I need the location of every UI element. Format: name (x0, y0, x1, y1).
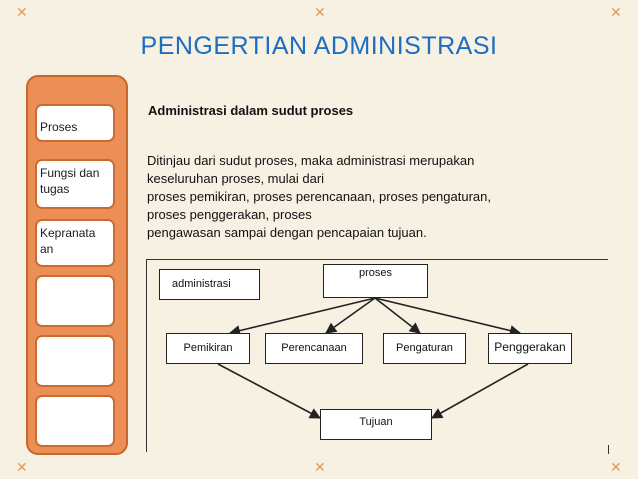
administrasi-label: administrasi (172, 278, 231, 290)
arrow-penggerakan-tujuan (432, 364, 528, 418)
x-mark-icon: ✕ (610, 460, 622, 476)
sidebar-item-label: Kepranata an (40, 226, 96, 256)
paragraph-line: Ditinjau dari sudut proses, maka administrasi merupakan (147, 153, 475, 168)
x-mark-icon: ✕ (16, 460, 28, 476)
administrasi-box (159, 269, 260, 300)
perencanaan-label: Perencanaan (281, 342, 347, 354)
sidebar-item-label: Proses (40, 120, 78, 134)
section-heading: Administrasi dalam sudut proses (148, 103, 354, 118)
paragraph-line: proses penggerakan, proses (147, 207, 312, 222)
pengaturan-label: Pengaturan (396, 342, 453, 354)
pemikiran-label: Pemikiran (183, 342, 233, 354)
penggerakan-box (488, 333, 572, 364)
paragraph-line: proses pemikiran, proses perencanaan, proses pengaturan, (147, 189, 491, 204)
tujuan-label: Tujuan (359, 416, 393, 428)
x-mark-icon: ✕ (314, 5, 326, 21)
proses-label: proses (358, 267, 393, 279)
arrow-proses-pemikiran (230, 298, 375, 333)
paragraph-line: keseluruhan proses, mulai dari (147, 171, 325, 186)
tujuan-box (320, 409, 432, 440)
proses-box (323, 264, 428, 298)
sidebar-item-label: Fungsi dan tugas (40, 166, 100, 196)
pengaturan-box (383, 333, 466, 364)
pemikiran-box (166, 333, 250, 364)
page-title: PENGERTIAN ADMINISTRASI (140, 32, 498, 60)
x-mark-icon: ✕ (610, 5, 622, 21)
x-mark-icon: ✕ (314, 460, 326, 476)
x-mark-icon: ✕ (16, 5, 28, 21)
arrow-pemikiran-tujuan (218, 364, 320, 418)
penggerakan-label: Penggerakan (494, 340, 566, 354)
paragraph-line: pengawasan sampai dengan pencapaian tujuan. (147, 225, 427, 240)
perencanaan-box (265, 333, 363, 364)
